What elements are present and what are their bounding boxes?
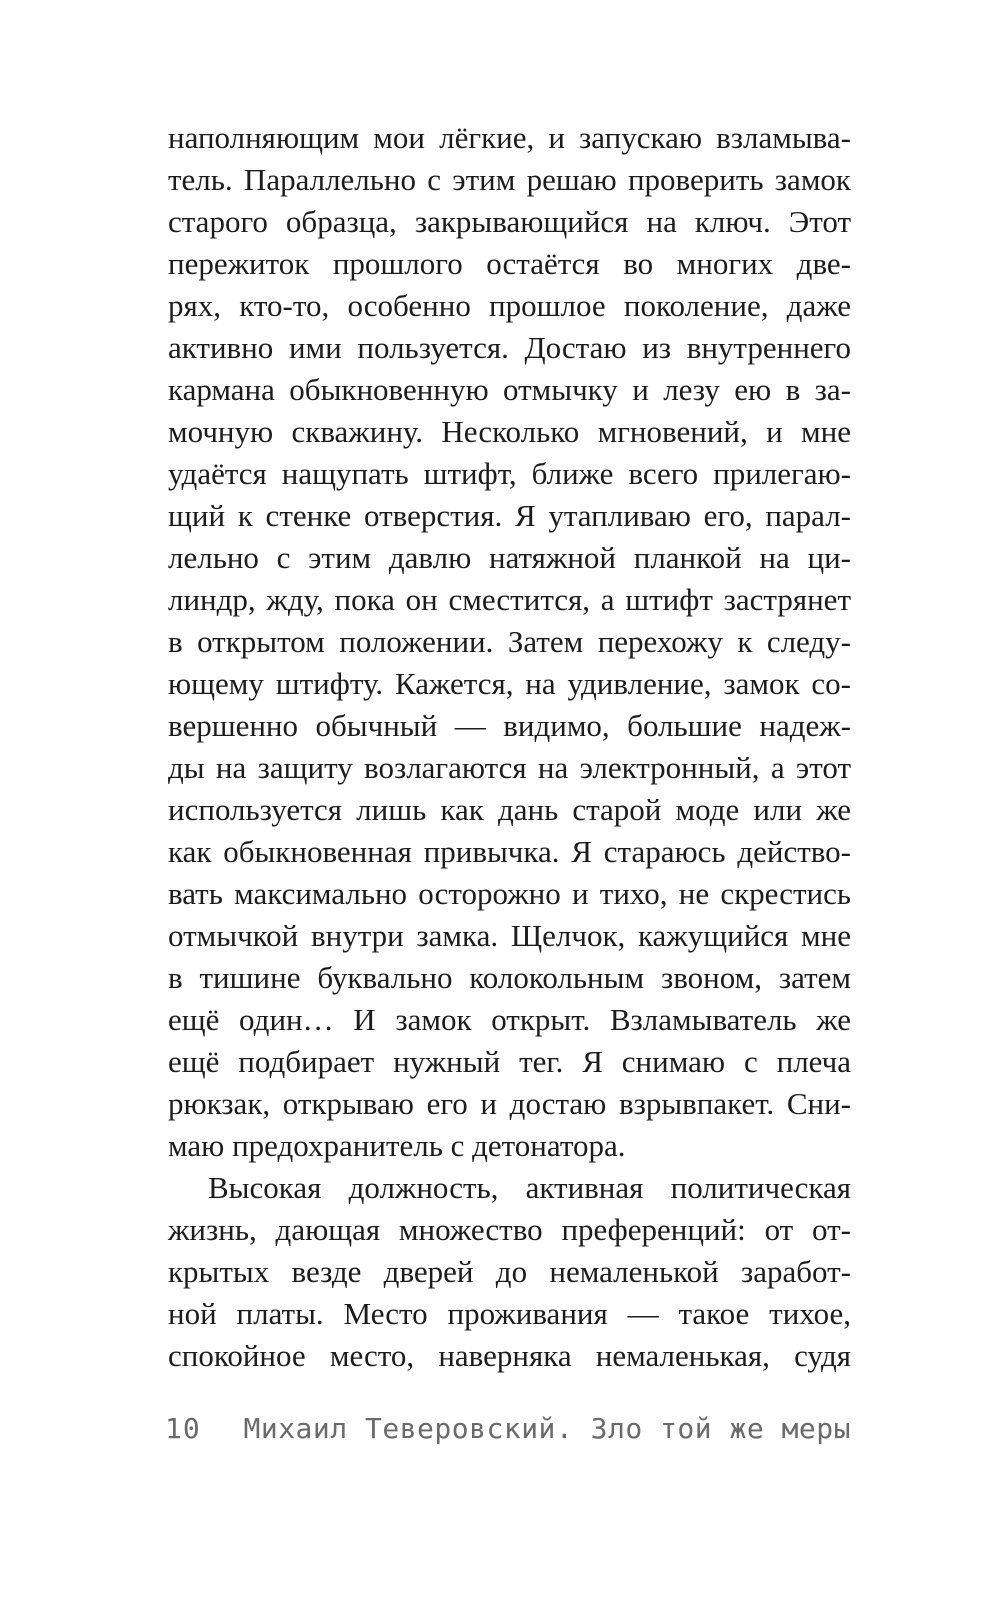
text-line: удаётся нащупать штифт, ближе всего прилегаю-: [168, 456, 851, 491]
text-line: Высокая должность, активная политическая: [208, 1170, 851, 1205]
text-line: ещё подбирает нужный тег. Я снимаю с плеча: [168, 1044, 851, 1079]
text-line: ной платы. Место проживания — такое тихое,: [168, 1296, 851, 1331]
text-line: отмычкой внутри замка. Щелчок, кажущийся мне: [168, 918, 851, 953]
text-line: в открытом положении. Затем перехожу к следу-: [168, 624, 851, 659]
text-line: вершенно обычный — видимо, большие надеж-: [168, 708, 851, 743]
text-line: линдр, жду, пока он сместится, а штифт застрянет: [168, 582, 851, 617]
text-line: рях, кто-то, особенно прошлое поколение, даже: [168, 288, 851, 323]
paragraph-1: [168, 117, 851, 1167]
text-line: вать максимально осторожно и тихо, не скрестись: [168, 876, 851, 911]
body-text: [168, 117, 851, 1377]
running-head: Михаил Теверовский. Зло той же меры: [243, 1412, 851, 1445]
text-line: ещё один… И замок открыт. Взламыватель же: [168, 1002, 851, 1037]
text-line: маю предохранитель с детонатора.: [168, 1128, 626, 1163]
text-line: крытых везде дверей до немаленькой заработ-: [168, 1254, 851, 1289]
text-line: пережиток прошлого остаётся во многих две-: [168, 246, 851, 281]
text-line: используется лишь как дань старой моде или же: [168, 792, 851, 827]
text-line: щий к стенке отверстия. Я утапливаю его, парал-: [168, 498, 851, 533]
page-number: 10: [165, 1412, 201, 1445]
text-line: лельно с этим давлю натяжной планкой на ци-: [168, 540, 851, 575]
text-line: спокойное место, наверняка немаленькая, судя: [168, 1338, 851, 1373]
text-line: жизнь, дающая множество преференций: от от-: [168, 1212, 851, 1247]
text-line: рюкзак, открываю его и достаю взрывпакет. Сни-: [168, 1086, 851, 1121]
text-line: в тишине буквально колокольным звоном, затем: [168, 960, 851, 995]
text-line: мочную скважину. Несколько мгновений, и мне: [168, 414, 851, 449]
text-line: наполняющим мои лёгкие, и запускаю взламыва-: [168, 120, 851, 155]
page-footer: [165, 1412, 851, 1452]
text-line: тель. Параллельно с этим решаю проверить замок: [168, 162, 851, 197]
text-line: как обыкновенная привычка. Я стараюсь действо-: [168, 834, 851, 869]
text-line: ющему штифту. Кажется, на удивление, замок со-: [168, 666, 851, 701]
text-line: ды на защиту возлагаются на электронный, а этот: [168, 750, 851, 785]
paragraph-2: [168, 1167, 851, 1377]
text-line: активно ими пользуется. Достаю из внутреннего: [168, 330, 851, 365]
text-line: кармана обыкновенную отмычку и лезу ею в за-: [168, 372, 851, 407]
text-line: старого образца, закрывающийся на ключ. Этот: [168, 204, 851, 239]
